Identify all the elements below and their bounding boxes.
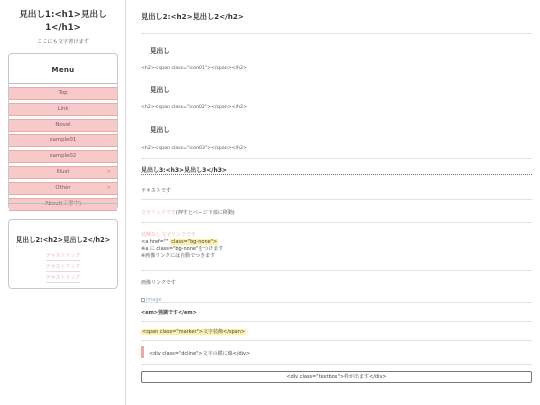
page-heading-h2: 見出し2:<h2>見出し2</h2> [141,12,244,21]
text-link-row [141,209,235,216]
em-sample: <em>強調です</em> [141,310,197,316]
icon-heading-1: 見出し [150,47,170,55]
h3-dotted-underline [141,174,532,175]
marker-sample: <span class="marker">文字装飾</span> [142,329,246,335]
divider [141,340,532,341]
image-link-label: 画像リンクです [141,280,176,286]
site-title-line2: 1</h1> [45,23,81,33]
sidebar-text-link-2[interactable]: テキストリンク [45,264,81,270]
dcline-sample: <div class="dcline">文字の横に線</div> [149,351,251,357]
menu-item-label: Illust [56,168,70,175]
sidebar-box-heading: 見出し2:<h2>見出し2</h2> [15,236,111,244]
menu-divider [9,203,117,204]
dcline-bar [141,346,144,358]
site-title[interactable] [4,9,122,35]
menu-item-illust[interactable] [9,166,117,179]
site-title-line1: 見出し1:<h1>見出し [19,10,107,20]
menu-item-label: Top [58,90,68,96]
menu-item-label: About(工事中) [44,200,82,207]
text-link[interactable]: 文字リンクです [141,210,176,216]
no-underline-link-block [141,232,223,260]
sidebar-text-link-1[interactable]: テキストリンク [45,253,81,259]
text-link-note: (押すとページ下部に移動) [175,210,235,216]
sidebar-link-box [8,219,118,289]
menu-item-label: Novel [55,121,71,128]
text-sample: テキストです [141,188,171,194]
divider [141,321,532,322]
no-underline-note-1: ※a に class="bg-none"をつけます [141,246,224,252]
textbox-sample: <div class="textbox">枠が出ます</div> [141,371,532,383]
menu-item-novel[interactable] [9,119,117,132]
divider [141,158,532,159]
no-underline-link[interactable]: 装飾なし文字リンクです [141,232,196,238]
main-content [141,0,532,405]
menu-item-sample02[interactable] [9,150,117,163]
menu-item-other[interactable] [9,182,117,195]
chevron-right-icon: > [106,184,111,191]
highlighted-class: class="bg-none"> [171,239,218,245]
icon-heading-2: 見出し [150,86,170,94]
divider [141,270,532,271]
menu-item-link[interactable] [9,103,117,116]
menu-item-label: Other [55,184,71,191]
menu-item-sample01[interactable] [9,134,117,147]
no-underline-code: <a href="" class="bg-none"> [141,239,218,245]
chevron-right-icon: > [106,168,111,175]
icon-heading-1-code: <h2><span class="icon01"></span></h2> [141,66,248,71]
site-description: ここにも文字書けます [37,39,89,45]
menu-item-top[interactable] [9,87,117,100]
icon-heading-3: 見出し [150,126,170,134]
icon-heading-2-code: <h2><span class="icon02"></span></h2> [141,105,248,110]
menu-item-label: sample01 [49,137,77,144]
no-underline-note-2: ※画像リンクには自動でつきます [141,253,216,259]
sidebar-text-link-3[interactable]: テキストリンク [45,275,81,281]
menu-item-about[interactable] [9,198,117,211]
image-alt-text: image [146,297,162,303]
menu-title: Menu [51,66,75,74]
divider [141,199,532,200]
divider [141,33,532,34]
heading-h3: 見出し3:<h3>見出し3</h3> [141,167,227,174]
menu-list [9,83,117,211]
image-link[interactable] [141,287,162,306]
menu-box [8,53,118,210]
menu-item-label: Link [57,105,69,112]
divider [141,222,532,223]
menu-item-label: sample02 [49,153,77,160]
divider [141,302,532,303]
divider [141,364,532,365]
sidebar [0,0,126,405]
icon-heading-3-code: <h2><span class="icon03"></span></h2> [141,146,248,151]
